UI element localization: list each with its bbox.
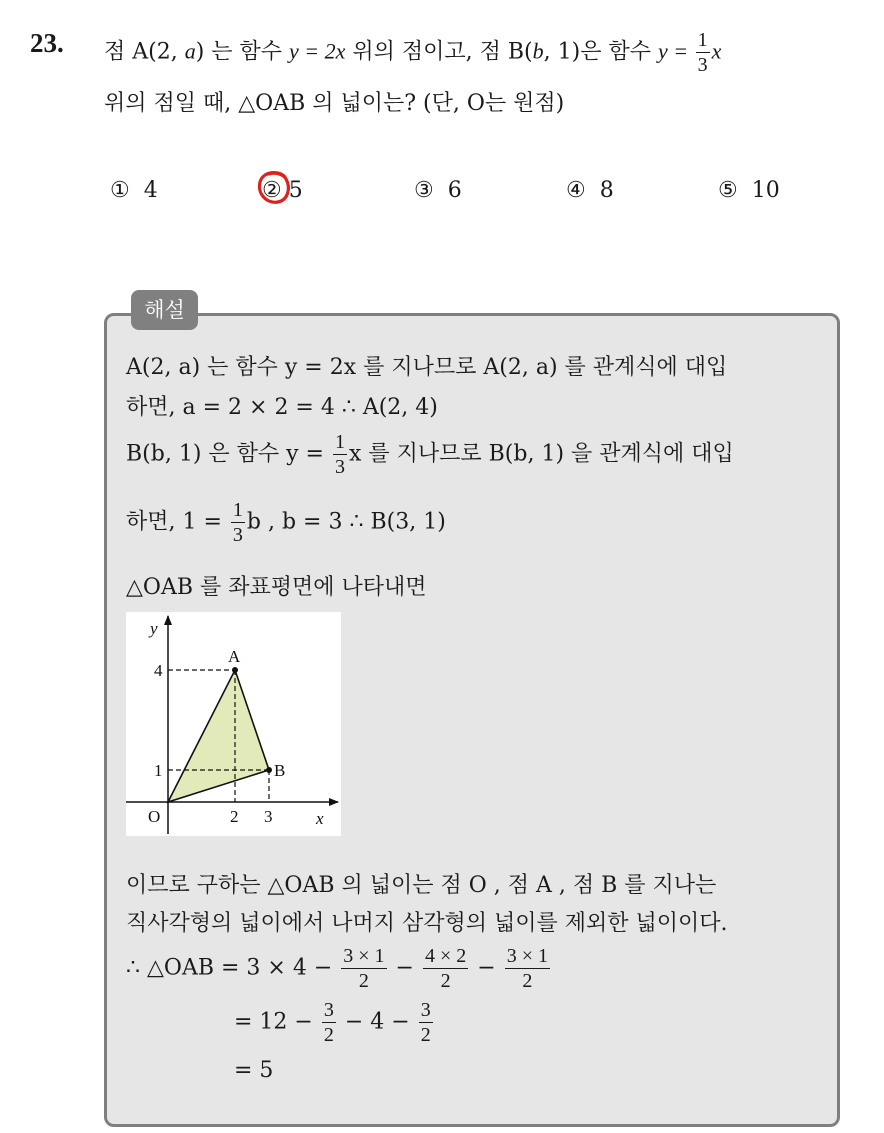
triangle-oab (168, 670, 269, 802)
x-tick-2: 2 (230, 807, 239, 826)
coordinate-graph (126, 612, 341, 836)
choice-4[interactable]: ④ 8 (566, 178, 614, 203)
solution-line-4: 하면, 1 = $\frac{1}{3}$ b , b = 3 ∴ B(3, 1) (126, 499, 446, 546)
calc-frac-3-2-a: $\frac{3}{2}$ (323, 999, 334, 1046)
choice-5[interactable]: ⑤ 10 (718, 178, 780, 203)
point-b (266, 767, 272, 773)
solution-fraction-1-3-b: $\frac{1}{3}$ (232, 499, 243, 546)
choice-1[interactable]: ① 4 (110, 178, 158, 203)
x-tick-3: 3 (264, 807, 273, 826)
question-line-1: 점 A(2, a) 는 함수 y = 2x 위의 점이고, 점 B(b, 1)은 함수 y = $\frac{1}{3}$ x (104, 29, 722, 76)
solution-line-1: A(2, a) 는 함수 y = 2x 를 지나므로 A(2, a) 를 관계식에 대입 (126, 355, 728, 380)
solution-line-2: 하면, a = 2 × 2 = 4 ∴ A(2, 4) (126, 395, 438, 420)
calc-frac-3x1-b: $\frac{3 \times 1}{2}$ (506, 945, 548, 992)
x-axis-label: x (316, 809, 324, 828)
point-a (232, 667, 238, 673)
calc-line-3: = 5 (234, 1058, 274, 1083)
calc-line-1: ∴ △OAB = 3 × 4 − $\frac{3 \times 1}{2}$ − $\frac{4 \times 2}{2}$ − $\frac{3 \times 1}{2}$ (126, 945, 548, 992)
question-number: 23. (30, 28, 64, 58)
question-fraction: $\frac{1}{3}$ (697, 29, 708, 76)
solution-line-7: 직사각형의 넓이에서 나머지 삼각형의 넓이를 제외한 넓이이다. (126, 911, 728, 936)
solution-line-5: △OAB 를 좌표평면에 나타내면 (126, 575, 427, 600)
point-a-label: A (228, 647, 241, 666)
calc-frac-4x2: $\frac{4 \times 2}{2}$ (424, 945, 467, 992)
question-line-2: 위의 점일 때, △OAB 의 넓이는? (단, O는 원점) (104, 91, 565, 116)
calc-frac-3x1-a: $\frac{3 \times 1}{2}$ (343, 945, 385, 992)
solution-line-6: 이므로 구하는 △OAB 의 넓이는 점 O , 점 A , 점 B 를 지나는 (126, 873, 717, 898)
calc-frac-3-2-b: $\frac{3}{2}$ (420, 999, 431, 1046)
calc-line-2: = 12 − $\frac{3}{2}$ − 4 − $\frac{3}{2}$ (234, 999, 431, 1046)
solution-fraction-1-3: $\frac{1}{3}$ (334, 431, 345, 478)
point-b-label: B (274, 761, 286, 780)
choice-3[interactable]: ③ 6 (414, 178, 462, 203)
solution-tag: 해설 (131, 290, 198, 330)
choice-2[interactable]: ② 5 (262, 178, 303, 203)
answer-circle-mark (255, 168, 293, 206)
solution-line-3: B(b, 1) 은 함수 y = $\frac{1}{3}$ x 를 지나므로 B(b, 1) 을 관계식에 대입 (126, 431, 734, 478)
origin-label: O (148, 807, 161, 826)
y-axis-label: y (150, 619, 158, 638)
y-tick-4: 4 (154, 661, 163, 680)
y-tick-1: 1 (154, 761, 163, 780)
